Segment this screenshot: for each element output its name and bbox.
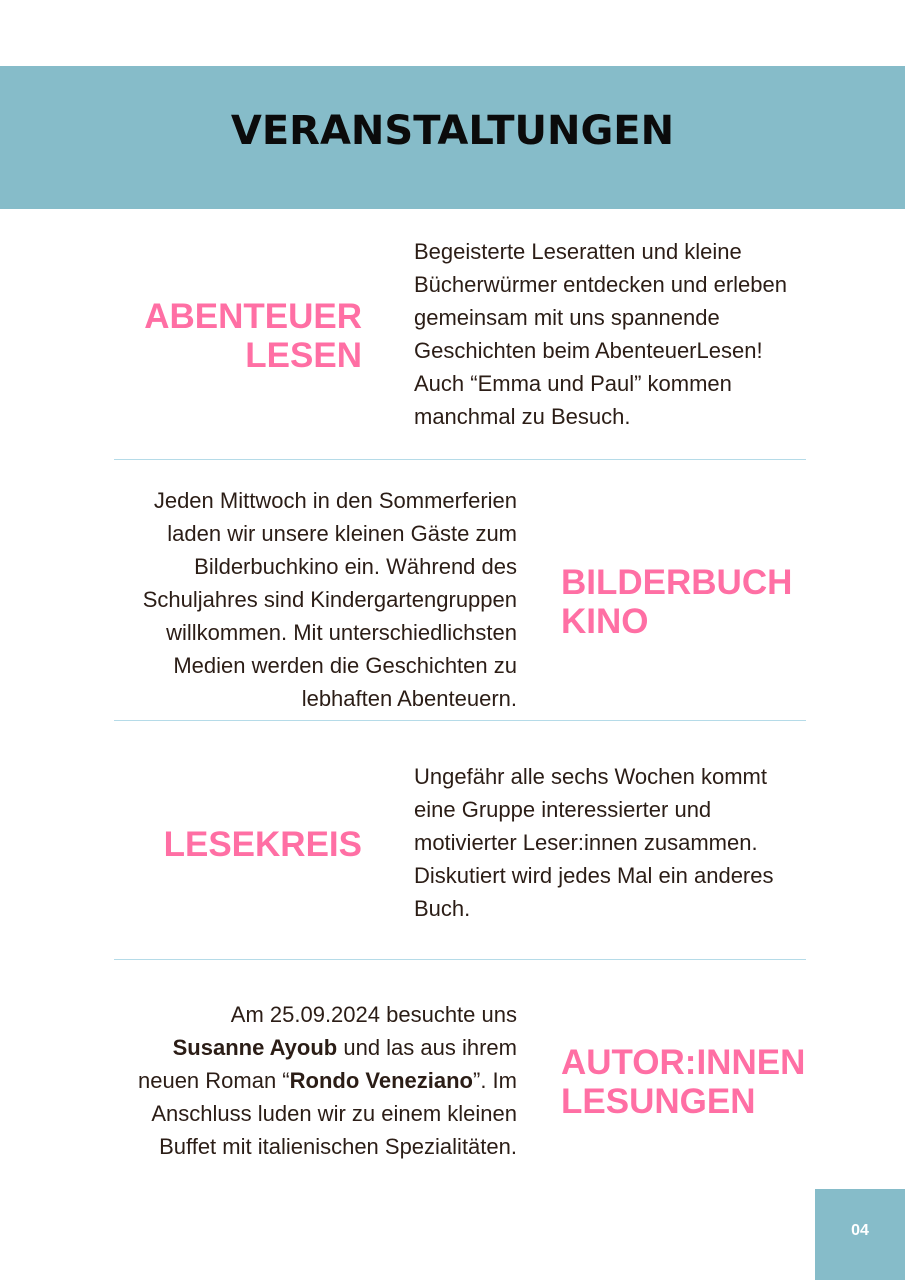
text-line: Anschluss luden wir zu einem kleinen (151, 1101, 517, 1126)
text-line: Medien werden die Geschichten zu (173, 653, 517, 678)
section-heading-lesekreis (164, 825, 362, 864)
text-fragment: ”. Im (473, 1068, 517, 1093)
text-line: Begeisterte Leseratten und kleine (414, 239, 742, 264)
text-line: Auch “Emma und Paul” kommen (414, 371, 732, 396)
text-line: Bilderbuchkino ein. Während des (194, 554, 517, 579)
author-name: Susanne Ayoub (172, 1035, 338, 1060)
page-title: VERANSTALTUNGEN (230, 108, 675, 154)
heading-line: AUTOR:INNEN (561, 1043, 806, 1082)
text-line: Bücherwürmer entdecken und erleben (414, 272, 788, 297)
section-text-lesekreis (414, 760, 774, 925)
heading-line: LESEN (245, 336, 362, 375)
page-number: 04 (851, 1222, 869, 1239)
text-line: willkommen. Mit unterschiedlichsten (166, 620, 517, 645)
heading-line: BILDERBUCH (561, 563, 793, 602)
text-line: manchmal zu Besuch. (414, 404, 631, 429)
text-line: Geschichten beim AbenteuerLesen! (414, 338, 763, 363)
section-divider (114, 720, 806, 721)
text-line: Ungefähr alle sechs Wochen kommt (414, 764, 767, 789)
section-text-bilderbuchkino (143, 484, 517, 715)
text-line (138, 1031, 517, 1064)
text-line (138, 1064, 517, 1097)
section-heading-autorinnen-lesungen (561, 1043, 805, 1121)
heading-line: LESUNGEN (561, 1082, 756, 1121)
text-line: eine Gruppe interessierter und (414, 797, 712, 822)
text-fragment: neuen Roman “ (137, 1068, 290, 1093)
text-line: Am 25.09.2024 besuchte uns (230, 1002, 517, 1027)
book-title: Rondo Veneziano (289, 1068, 473, 1093)
text-line: Buffet mit italienischen Spezialitäten. (159, 1134, 517, 1159)
heading-line: KINO (561, 602, 649, 641)
text-line: gemeinsam mit uns spannende (414, 305, 720, 330)
text-line: Buch. (414, 896, 471, 921)
heading-line: ABENTEUER (144, 297, 362, 336)
section-text-abenteuer-lesen (414, 235, 787, 433)
section-divider (114, 959, 806, 960)
text-fragment: und las aus ihrem (337, 1035, 517, 1060)
text-line: laden wir unsere kleinen Gäste zum (167, 521, 517, 546)
text-line: Diskutiert wird jedes Mal ein anderes (414, 863, 774, 888)
section-heading-bilderbuchkino (561, 563, 792, 641)
heading-line: LESEKREIS (163, 825, 362, 864)
text-line: Jeden Mittwoch in den Sommerferien (153, 488, 517, 513)
text-line: lebhaften Abenteuern. (301, 686, 517, 711)
text-line: Schuljahres sind Kindergartengruppen (142, 587, 517, 612)
section-divider (114, 459, 806, 460)
text-line: motivierter Leser:innen zusammen. (414, 830, 758, 855)
section-heading-abenteuer-lesen (144, 297, 362, 375)
section-text-autorinnen-lesungen (138, 998, 517, 1163)
